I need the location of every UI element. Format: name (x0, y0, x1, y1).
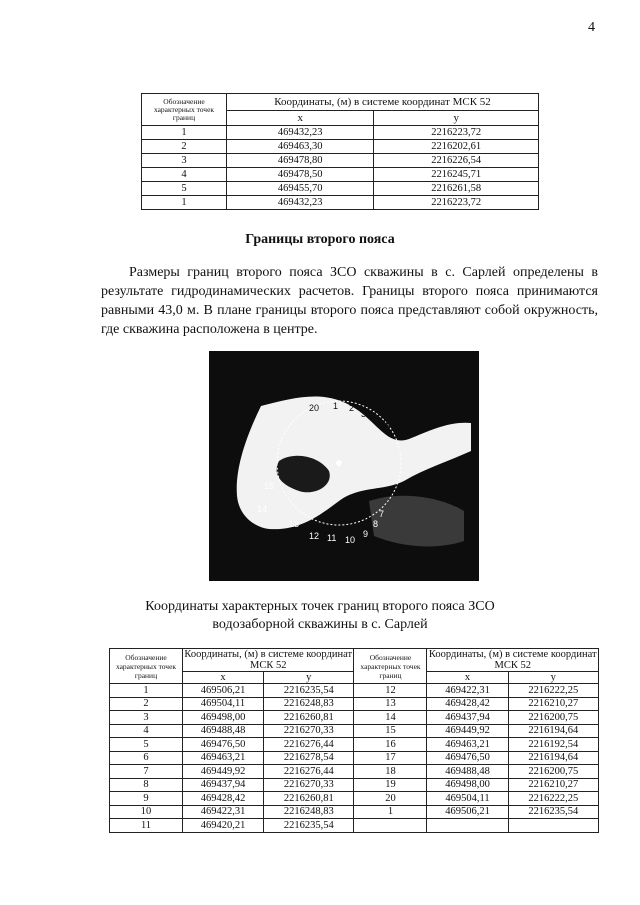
second-belt-coordinates-table (109, 648, 599, 833)
table-cell: 2216222,25 (508, 792, 598, 806)
table-cell (354, 819, 427, 833)
table-row (110, 805, 599, 819)
map-point-label: 12 (309, 531, 320, 541)
map-point-label: 8 (373, 519, 379, 529)
table-cell: 5 (142, 182, 227, 196)
table-cell: 469449,92 (427, 724, 508, 738)
table-cell: 2216235,54 (264, 819, 354, 833)
table-cell: 469463,21 (427, 738, 508, 752)
table-cell: 2216235,54 (508, 805, 598, 819)
table-cell: 469476,50 (183, 738, 264, 752)
table-cell (427, 819, 508, 833)
table-cell: 2216248,83 (264, 697, 354, 711)
table-cell: 8 (110, 778, 183, 792)
map-point-label: 2 (349, 403, 355, 413)
table-cell: 469437,94 (427, 711, 508, 725)
table-cell: 2216248,83 (264, 805, 354, 819)
section-title: Границы второго пояса (245, 232, 395, 247)
table-cell: 1 (110, 684, 183, 698)
page-number: 4 (588, 20, 595, 35)
table-cell: 1 (142, 196, 227, 210)
table-cell: 469506,21 (427, 805, 508, 819)
table-cell: 469498,00 (427, 778, 508, 792)
table-cell: 2216202,61 (374, 140, 539, 154)
table-cell: 469478,50 (227, 168, 374, 182)
table-row (110, 738, 599, 752)
table-cell: 469455,70 (227, 182, 374, 196)
table-header-y: у (374, 111, 539, 126)
table-row (110, 711, 599, 725)
body-paragraph: Размеры границ второго пояса ЗСО скважины в с. Сарлей определены в результате гидродинамических расчетов. Границы второго пояса принимаются равными 43,0 м. В плане границы второго пояса представляют собой окружность, где скважина расположена в центре. (101, 265, 598, 337)
table-header-point-right: Обозначение характерных точек границ (354, 649, 427, 684)
table-cell: 2216276,44 (264, 765, 354, 779)
caption-line-1: Координаты характерных точек границ второго пояса ЗСО (145, 599, 495, 614)
table-cell: 469506,21 (183, 684, 264, 698)
map-point-label: 13 (289, 519, 300, 529)
table-cell: 2216200,75 (508, 765, 598, 779)
table-cell: 14 (354, 711, 427, 725)
table-cell: 469420,21 (183, 819, 264, 833)
table-header-x-left: х (183, 672, 264, 684)
table-cell: 2216278,54 (264, 751, 354, 765)
table-cell: 2 (142, 140, 227, 154)
table-row (110, 684, 599, 698)
table-row (110, 697, 599, 711)
map-point-label: 3 (361, 409, 367, 419)
table-cell: 9 (110, 792, 183, 806)
table-cell: 4 (110, 724, 183, 738)
table-row (142, 196, 539, 210)
map-point-label: 1 (333, 401, 339, 411)
table-cell: 469488,48 (427, 765, 508, 779)
map-point-label: 11 (327, 533, 337, 543)
table-cell: 2216261,58 (374, 182, 539, 196)
table-cell: 1 (142, 126, 227, 140)
table-cell: 4 (142, 168, 227, 182)
table-cell: 469463,21 (183, 751, 264, 765)
table-cell: 469437,94 (183, 778, 264, 792)
table-cell: 469498,00 (183, 711, 264, 725)
table-cell: 2216222,25 (508, 684, 598, 698)
caption-line-2: водозаборной скважины в с. Сарлей (212, 617, 428, 632)
table-cell: 2216194,64 (508, 751, 598, 765)
table-cell: 469432,23 (227, 196, 374, 210)
table-row (142, 126, 539, 140)
table-cell: 3 (110, 711, 183, 725)
table-header-x-right: х (427, 672, 508, 684)
table-cell: 19 (354, 778, 427, 792)
map-point-label: 4 (373, 414, 379, 424)
table-cell: 1 (354, 805, 427, 819)
table-cell: 2216260,81 (264, 792, 354, 806)
first-belt-coordinates-table (141, 93, 539, 210)
table-row (110, 765, 599, 779)
table-cell: 469422,31 (427, 684, 508, 698)
table-cell: 469432,23 (227, 126, 374, 140)
table-cell: 2216210,27 (508, 778, 598, 792)
table-row (110, 792, 599, 806)
boundary-map-image (209, 351, 479, 581)
table-cell: 2216226,54 (374, 154, 539, 168)
table-cell: 6 (110, 751, 183, 765)
map-point-label: 10 (345, 535, 356, 545)
table-row (110, 724, 599, 738)
well-marker (336, 460, 342, 466)
table-header-y-left: у (264, 672, 354, 684)
table-row (110, 751, 599, 765)
table-row (110, 778, 599, 792)
table-cell: 469449,92 (183, 765, 264, 779)
table-cell: 12 (354, 684, 427, 698)
table-row (110, 819, 599, 833)
table-cell: 2216194,64 (508, 724, 598, 738)
table-cell: 2216223,72 (374, 196, 539, 210)
table-cell: 2216210,27 (508, 697, 598, 711)
table-cell: 15 (354, 724, 427, 738)
table-row (142, 154, 539, 168)
table-cell: 16 (354, 738, 427, 752)
map-point-label: 7 (379, 509, 385, 519)
table-header-y-right: у (508, 672, 598, 684)
table-cell: 2216235,54 (264, 684, 354, 698)
map-point-label: 9 (363, 529, 369, 539)
map-point-label: 20 (309, 403, 320, 413)
table-cell (508, 819, 598, 833)
table-cell: 469504,11 (427, 792, 508, 806)
table-cell: 3 (142, 154, 227, 168)
table-cell: 11 (110, 819, 183, 833)
table-cell: 469428,42 (427, 697, 508, 711)
table-cell: 2216270,33 (264, 778, 354, 792)
map-point-label: 15 (264, 481, 275, 491)
table-cell: 17 (354, 751, 427, 765)
table-cell: 469476,50 (427, 751, 508, 765)
table-cell: 469428,42 (183, 792, 264, 806)
table-cell: 2216223,72 (374, 126, 539, 140)
table-cell: 7 (110, 765, 183, 779)
table-cell: 13 (354, 697, 427, 711)
table-cell: 2 (110, 697, 183, 711)
map-grey-patch (369, 496, 464, 547)
table-caption (0, 598, 640, 634)
table-cell: 2216270,33 (264, 724, 354, 738)
table-row (142, 168, 539, 182)
map-point-label: 14 (257, 504, 268, 514)
table-cell: 5 (110, 738, 183, 752)
table-header-x: х (227, 111, 374, 126)
table-header-coordinates-right: Координаты, (м) в системе координат МСК 52 (428, 649, 597, 671)
table-cell: 469478,80 (227, 154, 374, 168)
table-header-coordinates: Координаты, (м) в системе координат МСК 52 (227, 94, 539, 111)
table-header-point-left: Обозначение характерных точек границ (110, 649, 183, 684)
table-cell: 2216245,71 (374, 168, 539, 182)
table-row (142, 182, 539, 196)
table-cell: 2216260,81 (264, 711, 354, 725)
table-cell: 469504,11 (183, 697, 264, 711)
table-cell: 2216192,54 (508, 738, 598, 752)
table-cell: 469422,31 (183, 805, 264, 819)
table-cell: 469463,30 (227, 140, 374, 154)
table-cell: 10 (110, 805, 183, 819)
table-cell: 20 (354, 792, 427, 806)
table-header-coordinates-left: Координаты, (м) в системе координат МСК 52 (184, 649, 353, 671)
table-cell: 2216276,44 (264, 738, 354, 752)
table-header-point: Обозначение характерных точек границ (142, 94, 227, 126)
map-drawing (209, 351, 479, 581)
table-row (142, 140, 539, 154)
table-cell: 18 (354, 765, 427, 779)
table-cell: 469488,48 (183, 724, 264, 738)
table-cell: 2216200,75 (508, 711, 598, 725)
map-point-label: 5 (385, 421, 391, 431)
